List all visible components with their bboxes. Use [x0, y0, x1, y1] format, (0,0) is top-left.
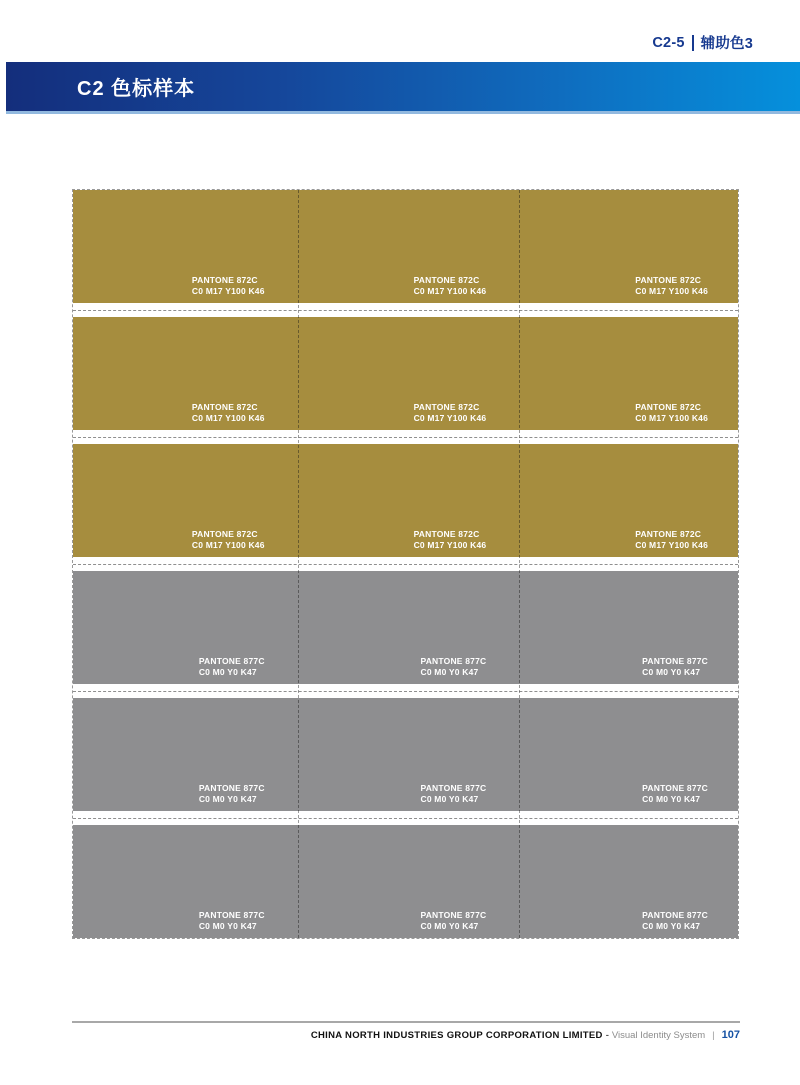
swatch-row	[73, 317, 738, 430]
swatch-label	[642, 910, 708, 931]
swatch-cell	[516, 825, 738, 938]
swatch-cmyk-value: C0 M17 Y100 K46	[413, 285, 487, 296]
swatch-cell	[73, 190, 295, 303]
row-cut-line	[73, 691, 738, 692]
swatch-pantone-name: PANTONE 872C	[635, 402, 702, 412]
swatch-cmyk-value: C0 M0 Y0 K47	[642, 666, 701, 677]
swatch-cell	[295, 825, 517, 938]
swatch-cmyk-value: C0 M0 Y0 K47	[198, 666, 257, 677]
row-cut-gap	[73, 811, 738, 825]
swatch-label	[414, 402, 487, 423]
row-cut-gap	[73, 430, 738, 444]
swatch-cmyk-value: C0 M17 Y100 K46	[635, 412, 709, 423]
row-cut-line	[73, 564, 738, 565]
swatch-cmyk-value: C0 M0 Y0 K47	[642, 793, 701, 804]
swatch-cell	[73, 444, 295, 557]
section-code: C2-5	[652, 34, 685, 51]
swatch-pantone-name: PANTONE 877C	[198, 656, 265, 666]
page-title: C2 色标样本	[77, 78, 196, 100]
swatch-cmyk-value: C0 M0 Y0 K47	[198, 920, 257, 931]
swatch-label	[420, 783, 486, 804]
swatch-cell	[516, 444, 738, 557]
swatch-row	[73, 825, 738, 938]
row-cut-line	[73, 310, 738, 311]
swatch-cell	[295, 698, 517, 811]
swatch-cmyk-value: C0 M17 Y100 K46	[191, 539, 265, 550]
swatch-cell	[73, 571, 295, 684]
swatch-row	[73, 444, 738, 557]
swatch-cell	[73, 825, 295, 938]
row-cut-gap	[73, 684, 738, 698]
swatch-label	[192, 529, 265, 550]
footer-company-name: CHINA NORTH INDUSTRIES GROUP CORPORATION LIMITED	[310, 1030, 603, 1041]
swatch-cell	[516, 190, 738, 303]
swatch-cmyk-value: C0 M17 Y100 K46	[191, 412, 265, 423]
swatch-cmyk-value: C0 M0 Y0 K47	[420, 920, 479, 931]
swatch-cell	[516, 571, 738, 684]
swatch-cmyk-value: C0 M17 Y100 K46	[413, 412, 487, 423]
swatch-pantone-name: PANTONE 877C	[420, 783, 487, 793]
swatch-cell	[73, 317, 295, 430]
swatch-cell	[295, 190, 517, 303]
swatch-pantone-name: PANTONE 877C	[198, 783, 265, 793]
row-cut-line	[73, 437, 738, 438]
swatch-cmyk-value: C0 M17 Y100 K46	[191, 285, 265, 296]
swatch-cell	[73, 698, 295, 811]
swatch-pantone-name: PANTONE 877C	[642, 910, 709, 920]
swatch-pantone-name: PANTONE 877C	[198, 910, 265, 920]
footer-system-name: Visual Identity System	[611, 1030, 706, 1041]
swatch-cell	[295, 571, 517, 684]
swatch-pantone-name: PANTONE 872C	[191, 402, 258, 412]
swatch-cell	[295, 317, 517, 430]
swatch-cmyk-value: C0 M0 Y0 K47	[198, 793, 257, 804]
swatch-pantone-name: PANTONE 877C	[420, 656, 487, 666]
footer-page-number: 107	[721, 1029, 740, 1041]
swatch-pantone-name: PANTONE 872C	[635, 529, 702, 539]
row-cut-gap	[73, 557, 738, 571]
swatch-cmyk-value: C0 M17 Y100 K46	[635, 539, 709, 550]
swatch-pantone-name: PANTONE 872C	[191, 529, 258, 539]
swatch-cmyk-value: C0 M17 Y100 K46	[413, 539, 487, 550]
swatch-pantone-name: PANTONE 872C	[191, 275, 258, 285]
swatch-cmyk-value: C0 M0 Y0 K47	[420, 666, 479, 677]
swatch-label	[635, 402, 708, 423]
swatch-label	[199, 656, 265, 677]
swatch-cmyk-value: C0 M0 Y0 K47	[642, 920, 701, 931]
footer-separator: |	[712, 1030, 715, 1041]
swatch-label	[642, 656, 708, 677]
title-bar	[6, 62, 800, 114]
swatch-label	[414, 529, 487, 550]
swatch-cmyk-value: C0 M0 Y0 K47	[420, 793, 479, 804]
swatch-row	[73, 571, 738, 684]
swatch-label	[635, 529, 708, 550]
swatch-label	[414, 275, 487, 296]
swatch-pantone-name: PANTONE 872C	[413, 275, 480, 285]
swatch-cell	[516, 317, 738, 430]
swatch-cell	[516, 698, 738, 811]
swatch-pantone-name: PANTONE 877C	[642, 656, 709, 666]
swatch-cell	[295, 444, 517, 557]
row-cut-line	[73, 818, 738, 819]
swatch-label	[635, 275, 708, 296]
swatch-row	[73, 190, 738, 303]
swatch-label	[642, 783, 708, 804]
section-label-divider	[692, 35, 694, 51]
color-swatch-grid	[72, 189, 739, 939]
section-label	[652, 32, 753, 53]
footer-dash: -	[605, 1030, 609, 1041]
row-cut-gap	[73, 303, 738, 317]
swatch-label	[420, 910, 486, 931]
swatch-pantone-name: PANTONE 872C	[413, 529, 480, 539]
footer-rule	[72, 1021, 740, 1023]
swatch-cmyk-value: C0 M17 Y100 K46	[635, 285, 709, 296]
section-name: 辅助色3	[700, 36, 753, 52]
swatch-pantone-name: PANTONE 877C	[642, 783, 709, 793]
swatch-pantone-name: PANTONE 872C	[413, 402, 480, 412]
swatch-label	[199, 910, 265, 931]
swatch-pantone-name: PANTONE 872C	[635, 275, 702, 285]
swatch-label	[420, 656, 486, 677]
swatch-row	[73, 698, 738, 811]
swatch-label	[199, 783, 265, 804]
swatch-label	[192, 402, 265, 423]
footer	[311, 1029, 740, 1041]
swatch-pantone-name: PANTONE 877C	[420, 910, 487, 920]
swatch-label	[192, 275, 265, 296]
